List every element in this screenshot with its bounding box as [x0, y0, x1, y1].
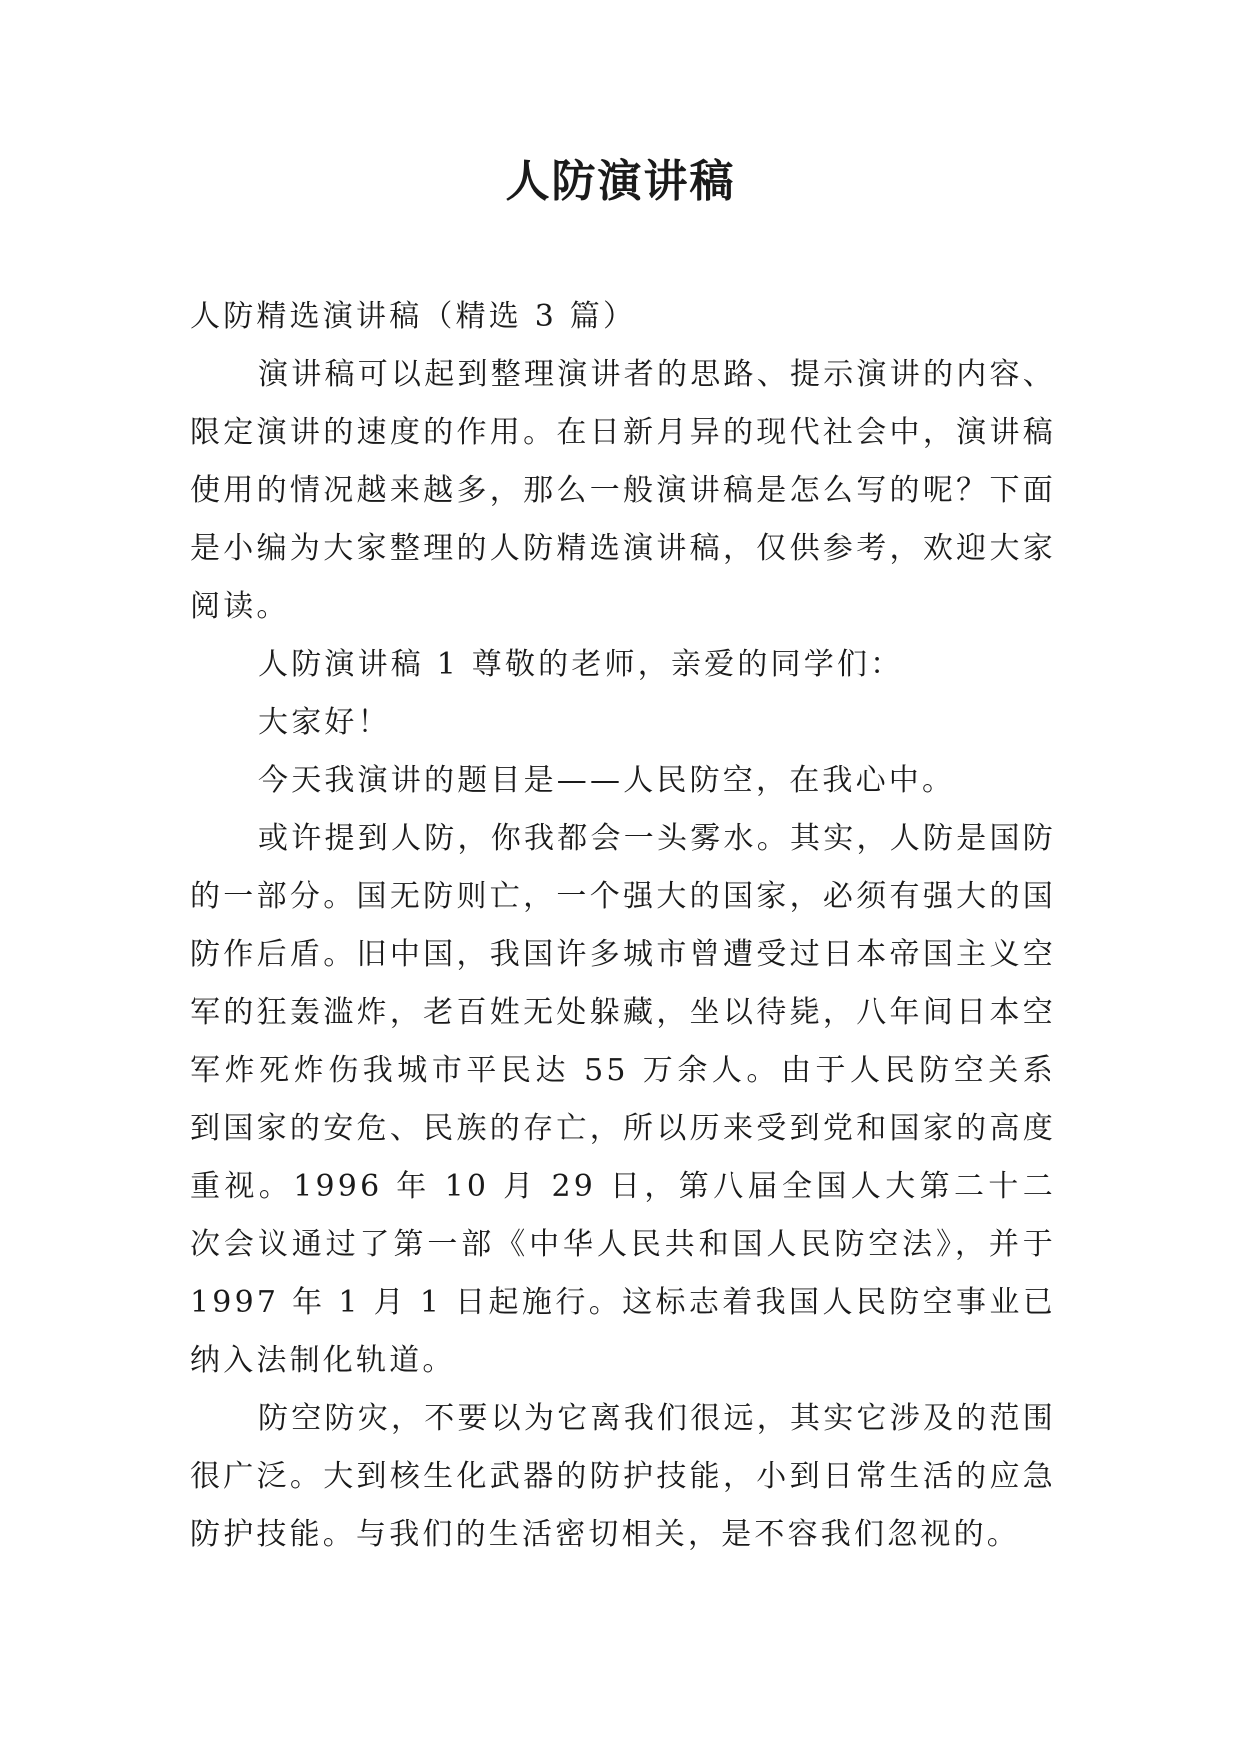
subtitle-paragraph: 人防精选演讲稿（精选 3 篇） — [190, 299, 637, 334]
topic-paragraph: 今天我演讲的题目是——人民防空，在我心中。 — [258, 763, 956, 798]
speech-salutation: 人防演讲稿 1 尊敬的老师，亲爱的同学们： — [258, 647, 904, 682]
document-body — [190, 288, 1056, 1564]
intro-paragraph: 演讲稿可以起到整理演讲者的思路、提示演讲的内容、限定演讲的速度的作用。在日新月异的现代社会中，演讲稿使用的情况越来越多，那么一般演讲稿是怎么写的呢？下面是小编为大家整理的人防精选演讲稿，仅供参考，欢迎大家阅读。 — [190, 357, 1056, 624]
document-title: 人防演讲稿 — [505, 156, 736, 207]
history-paragraph: 或许提到人防，你我都会一头雾水。其实，人防是国防的一部分。国无防则亡，一个强大的国家，必须有强大的国防作后盾。旧中国，我国许多城市曾遭受过日本帝国主义空军的狂轰滥炸，老百姓无处躲藏，坐以待毙，八年间日本空军炸死炸伤我城市平民达 55 万余人。由于人民防空关系到国家的安危、民族的存亡，所以历来受到党和国家的高度重视。1996 年 10 月 29 日，第八届全国人大第二十二次会议通过了第一部《中华人民共和国人民防空法》，并于 1997 年 1 月 1 日起施行。这标志着我国人民防空事业已纳入法制化轨道。 — [190, 821, 1056, 1378]
scope-paragraph: 防空防灾，不要以为它离我们很远，其实它涉及的范围很广泛。大到核生化武器的防护技能，小到日常生活的应急防护技能。与我们的生活密切相关，是不容我们忽视的。 — [190, 1401, 1056, 1552]
greeting-paragraph: 大家好！ — [258, 705, 391, 740]
